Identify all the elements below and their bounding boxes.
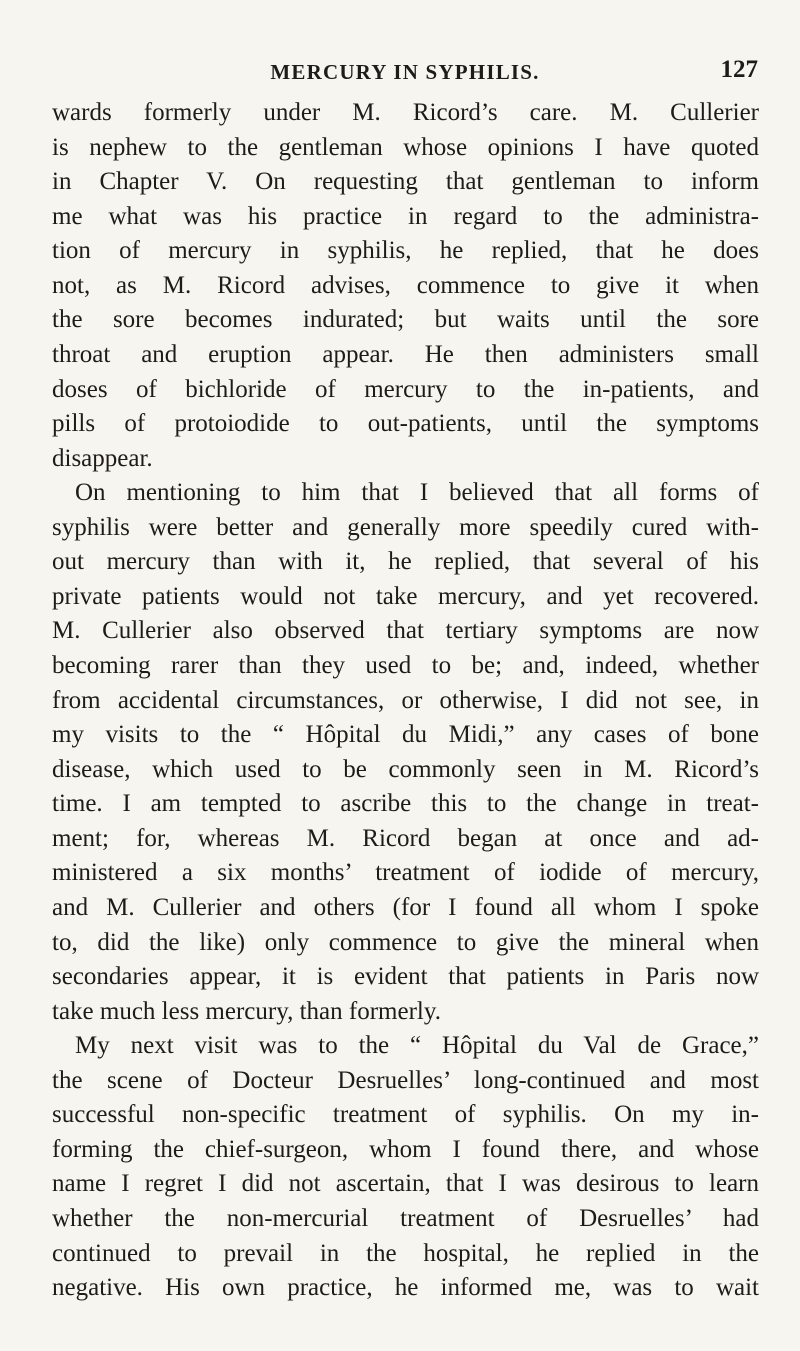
text-line: My next visit was to the “ Hôpital du Val de Grace,” (75, 1032, 759, 1060)
text-line: take much less mercury, than formerly. (52, 997, 441, 1025)
text-line: M. Cullerier also observed that tertiary symptoms are now (52, 617, 759, 645)
text-line: time. I am tempted to ascribe this to the change in treat- (52, 790, 759, 818)
text-line: continued to prevail in the hospital, he replied in the (52, 1239, 759, 1267)
text-line: negative. His own practice, he informed me, was to wait (52, 1274, 759, 1302)
running-head (52, 56, 758, 86)
text-line: forming the chief-surgeon, whom I found there, and whose (52, 1135, 759, 1163)
paragraph-2 (52, 476, 759, 1029)
body-text (52, 96, 759, 1306)
text-line: doses of bichloride of mercury to the in-patients, and (52, 375, 759, 403)
text-line: out mercury than with it, he replied, that several of his (52, 548, 759, 576)
text-line: disappear. (52, 444, 153, 472)
text-line: the scene of Docteur Desruelles’ long-continued and most (52, 1066, 759, 1094)
text-line: secondaries appear, it is evident that patients in Paris now (52, 963, 759, 991)
text-line: pills of protoiodide to out-patients, until the symptoms (52, 410, 759, 438)
text-line: disease, which used to be commonly seen in M. Ricord’s (52, 755, 759, 783)
text-line: ministered a six months’ treatment of iodide of mercury, (52, 859, 759, 887)
text-line: tion of mercury in syphilis, he replied, that he does (52, 237, 759, 265)
text-line: whether the non-mercurial treatment of Desruelles’ had (52, 1205, 759, 1232)
text-line: from accidental circumstances, or otherwise, I did not see, in (52, 686, 759, 714)
paragraph-3 (52, 1029, 759, 1306)
text-line: in Chapter V. On requesting that gentleman to inform (52, 168, 759, 196)
text-line: name I regret I did not ascertain, that I was desirous to learn (52, 1170, 759, 1198)
running-title: MERCURY IN SYPHILIS. (270, 60, 540, 84)
text-line: becoming rarer than they used to be; and, indeed, whether (52, 652, 759, 679)
text-line: the sore becomes indurated; but waits until the sore (52, 306, 759, 334)
text-line: ment; for, whereas M. Ricord began at once and ad- (52, 824, 759, 852)
text-line: wards formerly under M. Ricord’s care. M. Cullerier (52, 99, 759, 126)
text-line: syphilis were better and generally more speedily cured with- (52, 513, 759, 541)
text-line: and M. Cullerier and others (for I found all whom I spoke (52, 893, 759, 921)
text-line: successful non-specific treatment of syphilis. On my in- (52, 1101, 759, 1129)
text-line: me what was his practice in regard to the administra- (52, 202, 759, 230)
text-line: private patients would not take mercury, and yet recovered. (52, 582, 759, 610)
text-line: throat and eruption appear. He then administers small (52, 340, 759, 368)
text-line: On mentioning to him that I believed that all forms of (75, 479, 759, 507)
text-line: is nephew to the gentleman whose opinions I have quoted (52, 133, 759, 161)
text-line: my visits to the “ Hôpital du Midi,” any cases of bone (52, 721, 759, 749)
page-number: 127 (720, 56, 758, 83)
text-line: to, did the like) only commence to give the mineral when (52, 928, 759, 956)
paragraph-1 (52, 96, 759, 476)
text-line: not, as M. Ricord advises, commence to give it when (52, 271, 759, 299)
